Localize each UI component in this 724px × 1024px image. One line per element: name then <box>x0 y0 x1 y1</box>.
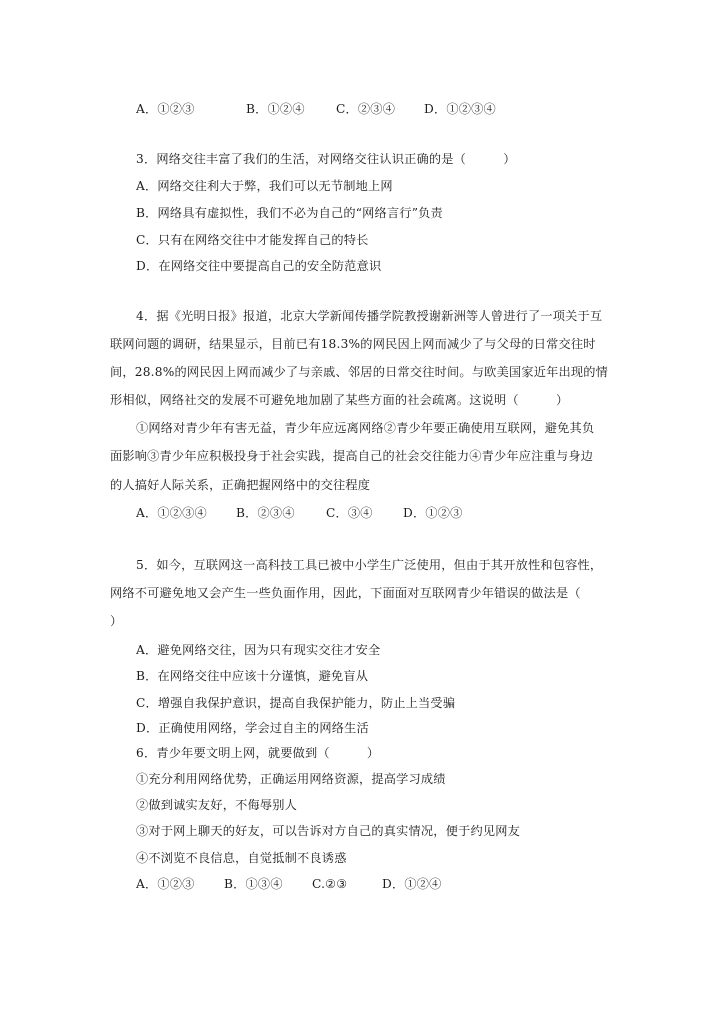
q6-options <box>136 876 442 892</box>
q6-statement-4: ④不浏览不良信息，自觉抵制不良诱惑 <box>136 851 347 865</box>
q4-stem-line-2: 联网问题的调研，结果显示，目前已有18.3%的网民因上网而减少了与父母的日常交往时 <box>110 337 596 351</box>
q6-option-b: B．①③④ <box>224 877 283 891</box>
q2-option-d: D．①②③④ <box>424 102 496 116</box>
q4-option-b: B．②③④ <box>236 506 295 520</box>
q3-option-b: B．网络具有虚拟性，我们不必为自己的“网络言行”负责 <box>136 206 443 220</box>
q6-option-d: D．①②④ <box>382 877 442 891</box>
q2-option-c: C．②③④ <box>336 102 396 116</box>
q6-option-a: A．①②③ <box>136 877 195 891</box>
q5-stem-line-2: 网络不可避免地又会产生一些负面作用，因此，下面面对互联网青少年错误的做法是（ <box>110 586 581 600</box>
q4-option-c: C．③④ <box>326 506 373 520</box>
q4-stem-line-1: 4．据《光明日报》报道，北京大学新闻传播学院教授谢新洲等人曾进行了一项关于互 <box>136 309 603 323</box>
q6-statement-1: ①充分利用网络优势，正确运用网络资源，提高学习成绩 <box>136 772 446 786</box>
q6-option-c: C.②③ <box>312 877 348 891</box>
q4-statements-line-2: 面影响③青少年应积极投身于社会实践，提高自己的社会交往能力④青少年应注重与身边 <box>110 449 594 463</box>
q2-option-b: B．①②④ <box>246 102 305 116</box>
q5-option-a: A．避免网络交往，因为只有现实交往才安全 <box>136 643 381 657</box>
q5-option-d: D．正确使用网络，学会过自主的网络生活 <box>136 721 369 735</box>
q5-stem-line-1: 5．如今，互联网这一高科技工具已被中小学生广泛使用，但由于其开放性和包容性， <box>136 558 603 572</box>
q3-stem: 3．网络交往丰富了我们的生活，对网络交往认识正确的是（ ） <box>136 152 516 166</box>
q3-option-d: D．在网络交往中要提高自己的安全防范意识 <box>136 259 382 273</box>
q5-option-c: C．增强自我保护意识，提高自我保护能力，防止上当受骗 <box>136 696 456 710</box>
q4-stem-line-3: 间，28.8%的网民因上网而减少了与亲戚、邻居的日常交往时间。与欧美国家近年出现的情 <box>110 365 609 379</box>
q5-stem-line-3: ） <box>110 614 123 628</box>
q6-statement-2: ②做到诚实友好，不侮辱别人 <box>136 798 298 812</box>
q4-stem-line-4: 形相似，网络社交的发展不可避免地加剧了某些方面的社会疏离。这说明（ ） <box>110 393 569 407</box>
q4-options <box>136 505 463 521</box>
q2-options <box>136 101 496 117</box>
q4-statements-line-1: ①网络对青少年有害无益，青少年应远离网络②青少年要正确使用互联网，避免其负 <box>136 421 595 435</box>
q2-option-a: A．①②③ <box>136 102 195 116</box>
q5-option-b: B．在网络交往中应该十分谨慎，避免盲从 <box>136 669 369 683</box>
q6-stem: 6．青少年要文明上网，就要做到（ ） <box>136 746 380 760</box>
q6-statement-3: ③对于网上聊天的好友，可以告诉对方自己的真实情况，便于约见网友 <box>136 824 521 838</box>
q3-option-c: C．只有在网络交往中才能发挥自己的特长 <box>136 233 369 247</box>
q3-option-a: A．网络交往利大于弊，我们可以无节制地上网 <box>136 179 393 193</box>
q4-statements-line-3: 的人搞好人际关系，正确把握网络中的交往程度 <box>110 478 371 492</box>
q4-option-a: A．①②③④ <box>136 506 207 520</box>
q4-option-d: D．①②③ <box>403 506 463 520</box>
